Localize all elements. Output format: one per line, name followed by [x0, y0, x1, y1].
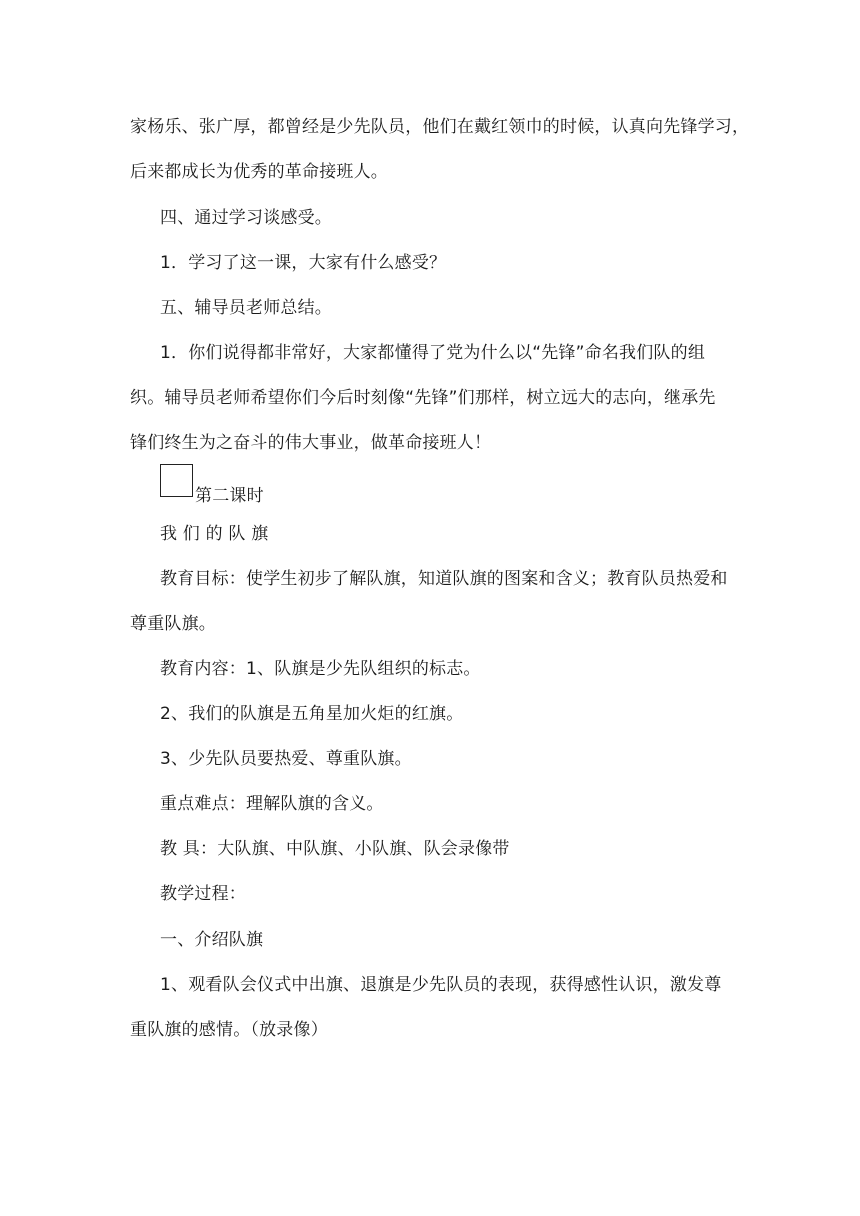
lesson-subtitle: 我 们 的 队 旗 — [160, 524, 269, 544]
paragraph-line: 3、少先队员要热爱、尊重队旗。 — [160, 749, 412, 769]
paragraph-line: 家杨乐、张广厚，都曾经是少先队员，他们在戴红领巾的时候，认真向先锋学习， — [130, 117, 750, 137]
paragraph-line: 织。辅导员老师希望你们今后时刻像“先锋”们那样，树立远大的志向，继承先 — [130, 388, 716, 408]
lesson-title: 第二课时 — [195, 486, 264, 506]
section-heading: 一、介绍队旗 — [160, 930, 264, 950]
paragraph-line: 1、观看队会仪式中出旗、退旗是少先队员的表现，获得感性认识，激发尊 — [160, 975, 722, 995]
paragraph-line: 重队旗的感情。（放录像） — [130, 1020, 328, 1040]
paragraph-line: 1．学习了这一课，大家有什么感受？ — [160, 253, 447, 273]
paragraph-line: 锋们终生为之奋斗的伟大事业，做革命接班人！ — [130, 433, 492, 453]
paragraph-line: 教 具：大队旗、中队旗、小队旗、队会录像带 — [160, 839, 510, 859]
paragraph-line: 教学过程： — [160, 884, 246, 904]
paragraph-line: 尊重队旗。 — [130, 614, 216, 634]
paragraph-line: 教育内容：1、队旗是少先队组织的标志。 — [160, 659, 481, 679]
paragraph-line: 后来都成长为优秀的革命接班人。 — [130, 162, 388, 182]
section-heading: 四、通过学习谈感受。 — [160, 208, 332, 228]
paragraph-line: 重点难点：理解队旗的含义。 — [160, 794, 384, 814]
paragraph-line: 教育目标：使学生初步了解队旗，知道队旗的图案和含义；教育队员热爱和 — [160, 569, 728, 589]
paragraph-line: 1．你们说得都非常好，大家都懂得了党为什么以“先锋”命名我们队的组 — [160, 343, 706, 363]
paragraph-line: 2、我们的队旗是五角星加火炬的红旗。 — [160, 704, 464, 724]
empty-checkbox[interactable] — [160, 464, 193, 497]
section-heading: 五、辅导员老师总结。 — [160, 298, 332, 318]
